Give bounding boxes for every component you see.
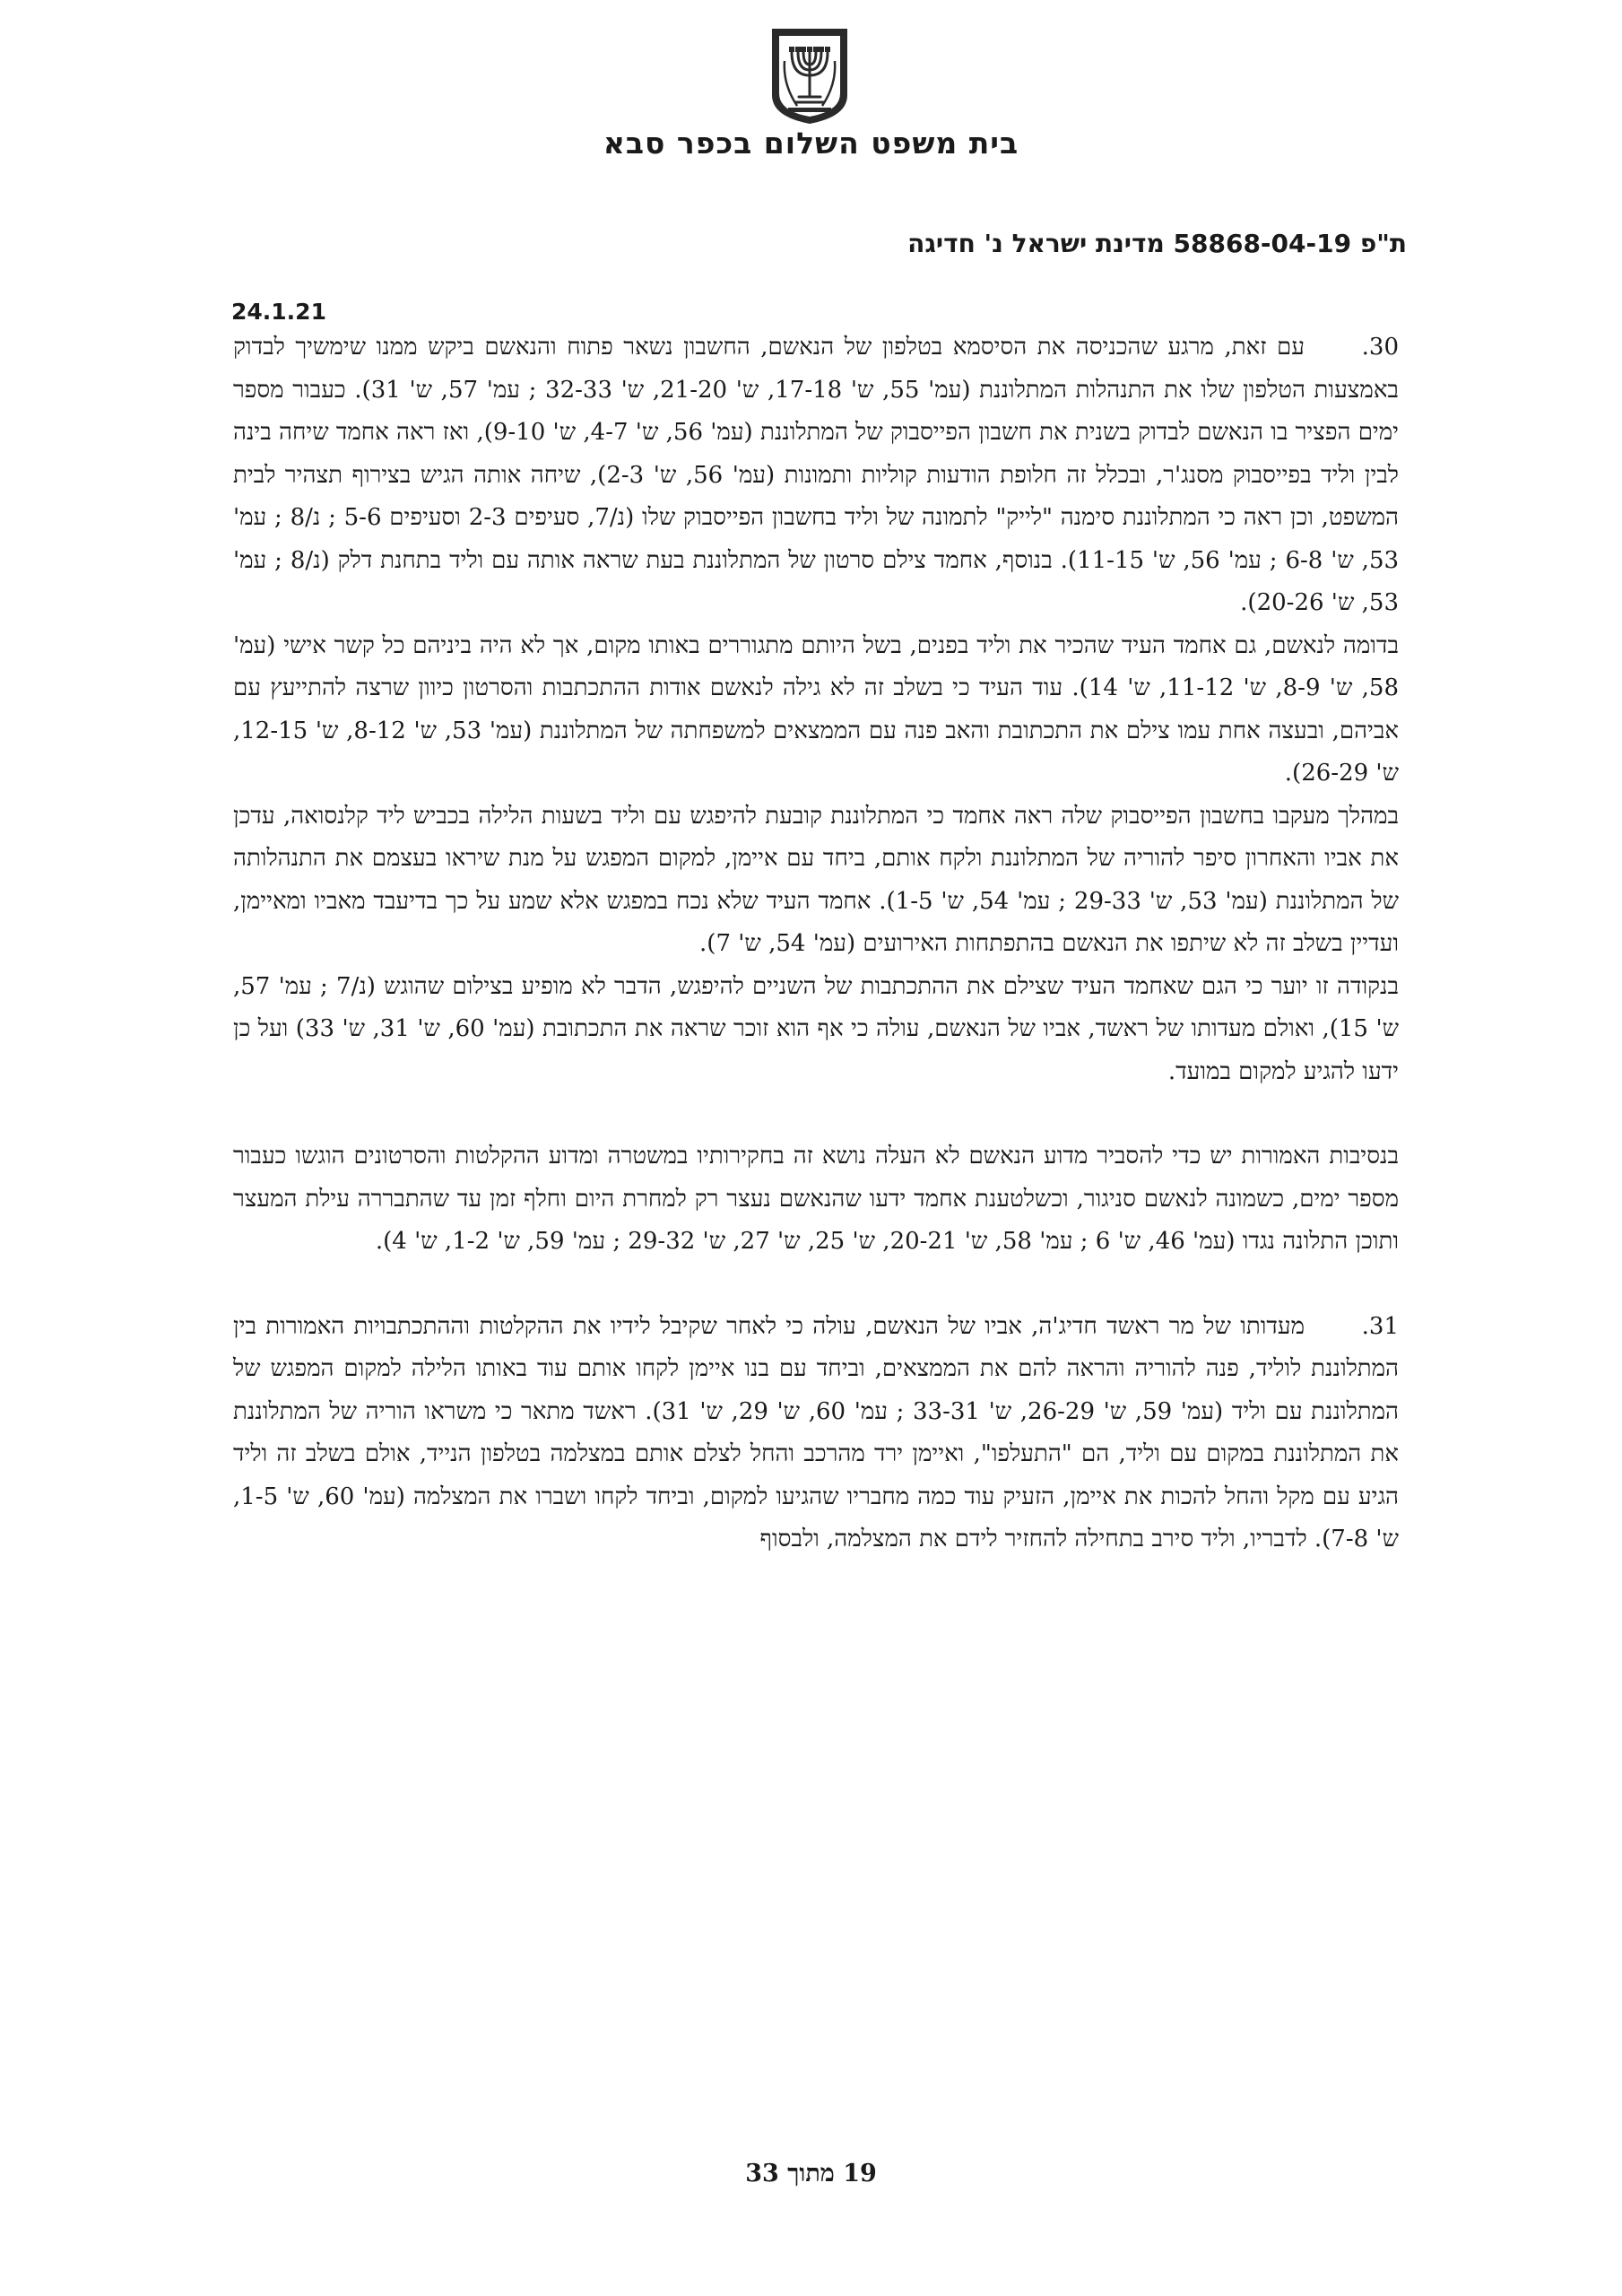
paragraph — [233, 1135, 1399, 1264]
paragraph-31 — [233, 1306, 1399, 1561]
paragraph-30 — [233, 326, 1399, 625]
paragraph-number: 30. — [1361, 334, 1399, 361]
judgment-body — [233, 326, 1399, 1561]
paragraph-text: בדומה לנאשם, גם אחמד העיד שהכיר את וליד בפנים, בשל היותם מתגוררים באותו מקום, אך לא היה ביניהם כל קשר אישי (עמ' 58, ש' 8-9, ש' 11-12, ש' 14). עוד העיד כי בשלב זה לא גילה לנאשם אודות ההתכתבות והסרטון כיוון שרצה להתייעץ עם אביהם, ובעצה אחת עמו צילם את התכתובת והאב פנה עם הממצאים למשפחתה של המתלוננת (עמ' 53, ש' 8-12, ש' 12-15, ש' 26-29). — [233, 631, 1399, 787]
paragraph-text: בנסיבות האמורות יש כדי להסביר מדוע הנאשם לא העלה נושא זה בחקירותיו במשטרה ומדוע ההקלטות והסרטונים הוגשו כעבור מספר ימים, כשמונה לנאשם סניגור, וכשלטענת אחמד ידעו שהנאשם נעצר רק למחרת היום וחלף זמן עד שהתבררה עילת המעצר ותוכן התלונה נגדו (עמ' 46, ש' 6 ; עמ' 58, ש' 20-21, ש' 25, ש' 27, ש' 29-32 ; עמ' 59, ש' 1-2, ש' 4). — [233, 1143, 1399, 1255]
paragraph — [233, 625, 1399, 796]
court-name: בית משפט השלום בכפר סבא — [603, 126, 1019, 161]
case-title: ת"פ 58868-04-19 מדינת ישראל נ' חדיגה — [907, 229, 1407, 258]
state-emblem-icon — [767, 25, 853, 126]
paragraph-text: עם זאת, מרגע שהכניסה את הסיסמא בטלפון של הנאשם, החשבון נשאר פתוח והנאשם ביקש ממנו שימשיך לבדוק באמצעות הטלפון שלו את התנהלות המתלוננת (עמ' 55, ש' 17-18, ש' 21-20, ש' 32-33 ; עמ' 57, ש' 31). כעבור מספר ימים הפציר בו הנאשם לבדוק בשנית את חשבון הפייסבוק של המתלוננת (עמ' 56, ש' 4-7, ש' 9-10), ואז ראה אחמד שיחה בינה לבין וליד בפייסבוק מסנג'ר, ובכלל זה חלופת הודעות קוליות ותמונות (עמ' 56, ש' 2-3), שיחה אותה הגיש בצירוף תצהיר לבית המשפט, וכן ראה כי המתלוננת סימנה "לייק" לתמונה של וליד בחשבון הפייסבוק שלו (נ/7, סעיפים 2-3 וסעיפים 5-6 ; נ/8 ; עמ' 53, ש' 6-8 ; עמ' 56, ש' 11-15). בנוסף, אחמד צילם סרטון של המתלוננת בעת שראה אותה עם וליד בתחנת דלק (נ/8 ; עמ' 53, ש' 20-26). — [233, 334, 1400, 616]
hearing-date: 24.1.21 — [231, 299, 326, 325]
paragraph-text: מעדותו של מר ראשד חדיג'ה, אביו של הנאשם, עולה כי לאחר שקיבל לידיו את ההקלטות וההתכתבויות האמורות בין המתלוננת לוליד, פנה להוריה והראה להם את הממצאים, וביחד עם בנו איימן לקחו אותם עוד באותו הלילה למקום המפגש של המתלוננת עם וליד (עמ' 59, ש' 26-29, ש' 33-31 ; עמ' 60, ש' 29, ש' 31). ראשד מתאר כי משראו הוריה של המתלוננת את המתלוננת במקום עם וליד, הם "התעלפו", ואיימן ירד מהרכב והחל לצלם אותם במצלמה בטלפון הנייד, אולם בשלב זה וליד הגיע עם מקל והחל להכות את איימן, הזעיק עוד כמה מחבריו שהגיעו למקום, וביחד לקחו ושברו את המצלמה (עמ' 60, ש' 1-5, ש' 7-8). לדבריו, וליד סירב בתחילה להחזיר לידם את המצלמה, ולבסוף — [233, 1312, 1399, 1552]
paragraph — [233, 966, 1399, 1094]
page-number: 19 מתוך 33 — [745, 2160, 877, 2187]
paragraph-text: במהלך מעקבו בחשבון הפייסבוק שלה ראה אחמד כי המתלוננת קובעת להיפגש עם וליד בשעות הלילה בכביש ליד קלנסואה, עדכן את אביו והאחרון סיפר להוריה של המתלוננת ולקח אותם, ביחד עם איימן, למקום המפגש על מנת שיראו בעצמם את התנהלותה של המתלוננת (עמ' 53, ש' 29-33 ; עמ' 54, ש' 1-5). אחמד העיד שלא נכח במפגש אלא שמע על כך בדיעבד מאביו ומאיימן, ועדיין בשלב זה לא שיתפו את הנאשם בהתפתחות האירועים (עמ' 54, ש' 7). — [233, 802, 1399, 957]
paragraph-number: 31. — [1361, 1312, 1399, 1340]
paragraph — [233, 796, 1399, 966]
paragraph-text: בנקודה זו יוער כי הגם שאחמד העיד שצילם את ההתכתבות של השניים להיפגש, הדבר לא מופיע בצילום שהוגש (נ/7 ; עמ' 57, ש' 15), ואולם מעדותו של ראשד, אביו של הנאשם, עולה כי אף הוא זוכר שראה את התכתובת (עמ' 60, ש' 31, ש' 33) ועל כן ידעו להגיע למקום במועד. — [233, 972, 1399, 1085]
